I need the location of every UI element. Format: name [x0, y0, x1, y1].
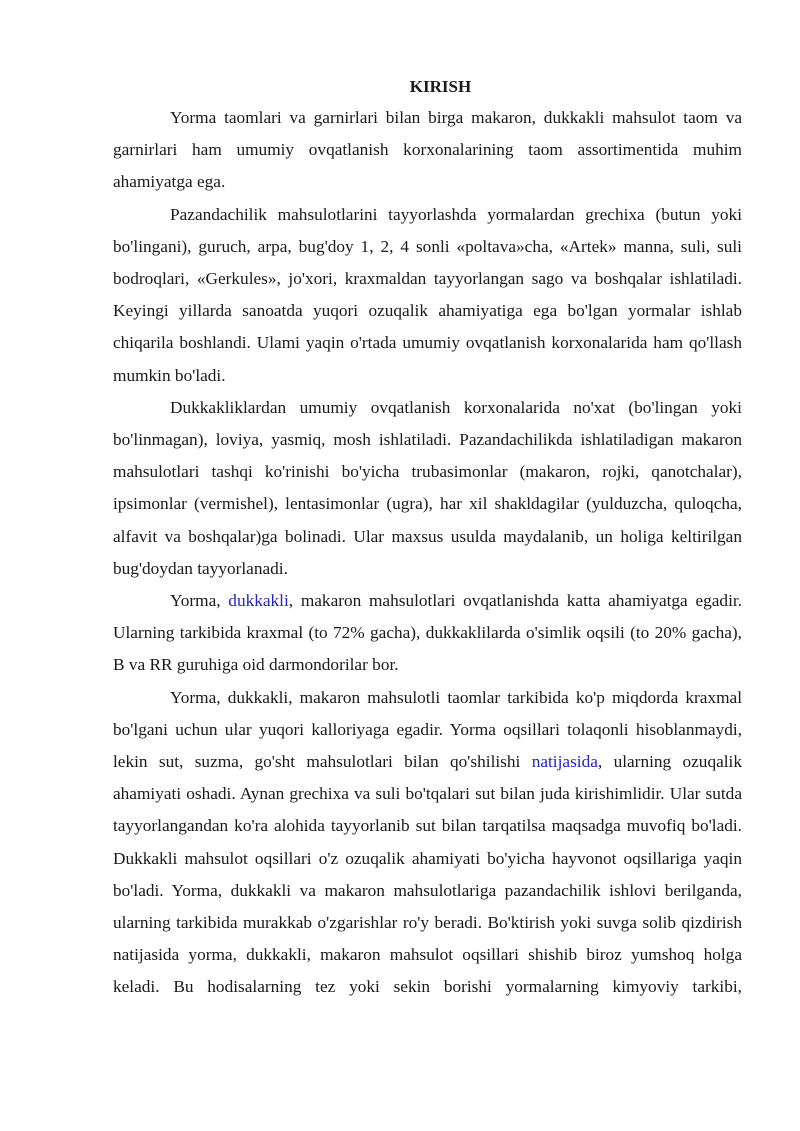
paragraph-4 — [113, 585, 742, 682]
paragraph-4-text-start: Yorma, — [170, 591, 229, 611]
paragraph-3 — [113, 392, 742, 585]
natijasida-link[interactable]: natijasida — [531, 752, 598, 772]
paragraph-4-text-end: , makaron mahsulotlari ovqatlanishda katta ahamiyatga egadir. Ularning tarkibida kraxmal (to 72% gacha), dukkaklilarda o'simlik oqsili (to 20% gacha), B va RR guruhiga oid darmondorilar bor. — [113, 591, 742, 675]
paragraph-5-text-end: , ularning ozuqalik ahamiyati oshadi. Aynan grechixa va suli bo'tqalari sut bilan juda kirishimlidir. Ular sutda tayyorlangandan ko'ra alohida tayyorlanib sut bilan tarqatilsa maqsadga muvofiq bo'ladi. Dukkakli mahsulot oqsillari o'z ozuqalik ahamiyati bo'yicha hayvonot oqsillariga yaqin bo'ladi. Yorma, dukkakli va makaron mahsulotlariga pazandachilik ishlovi berilganda, ularning tarkibida murakkab o'zgarishlar ro'y beradi. Bo'ktirish yoki suvga solib qizdirish natijasida yorma, dukkakli, makaron mahsulot oqsillari shishib biroz yumshoq holga keladi. Bu hodisalarning tez yoki sekin borishi yormalarning kimyoviy tarkibi, — [113, 752, 743, 997]
paragraph-2-text: Pazandachilik mahsulotlarini tayyorlashda yormalardan grechixa (butun yoki bo'lingani), guruch, arpa, bug'doy 1, 2, 4 sonli «poltava»cha, «Artek» manna, suli, suli bodroqlari, «Gerkules», jo'xori, kraxmaldan tayyorlangan sago va boshqalar ishlatiladi. Keyingi yillarda sanoatda yuqori ozuqalik ahamiyatiga ega bo'lgan yormalar ishlab chiqarila boshlandi. Ulami yaqin o'rtada umumiy ovqatlanish korxonalarida ham qo'llash mumkin bo'ladi. — [113, 204, 742, 385]
paragraph-5-text-start: Yorma, dukkakli, makaron mahsulotli taomlar tarkibida ko'p miqdorda kraxmal bo'lgani uchun ular yuqori kalloriyaga egadir. Yorma oqsillari tolaqonli hisoblanmaydi, lekin sut, suzma, go'sht mahsulotlari bilan qo'shilishi — [113, 687, 742, 772]
paragraph-5 — [113, 682, 742, 1004]
paragraph-3-text: Dukkakliklardan umumiy ovqatlanish korxonalarida no'xat (bo'lingan yoki bo'linmagan), loviya, yasmiq, mosh ishlatiladi. Pazandachilikda ishlatiladigan makaron mahsulotlari tashqi ko'rinishi bo'yicha trubasimonlar (makaron, rojki, qanotchalar), ipsimonlar (vermishel), lentasimonlar (ugra), har xil shakldagilar (yulduzcha, quloqcha, alfavit va boshqalar)ga bolinadi. Ular maxsus usulda maydalanib, un holiga keltirilgan bug'doydan tayyorlanadi. — [113, 397, 742, 578]
paragraph-1-text: Yorma taomlari va garnirlari bilan birga makaron, dukkakli mahsulot taom va garnirlari ham umumiy ovqatlanish korxonalarining taom assortimentida muhim ahamiyatga ega. — [113, 108, 742, 192]
dukkakli-link[interactable]: dukkakli — [228, 591, 289, 611]
document-title: KIRISH — [409, 77, 472, 96]
paragraph-1 — [113, 102, 742, 199]
document-page — [113, 74, 742, 1004]
paragraph-2 — [113, 199, 742, 392]
